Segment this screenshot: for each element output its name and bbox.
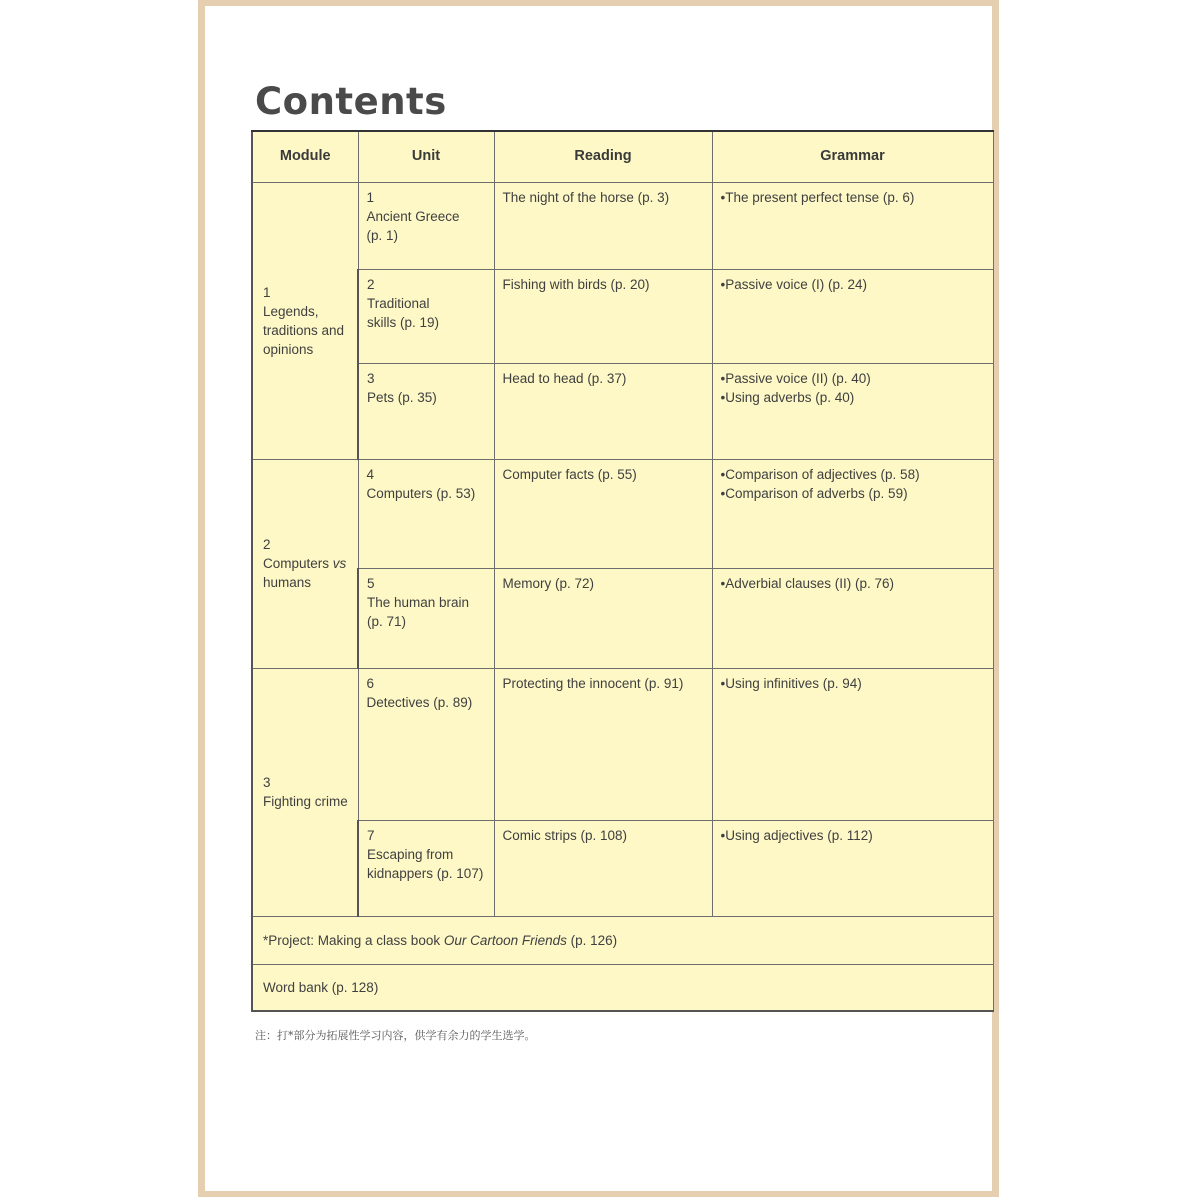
table-row — [252, 363, 993, 459]
grammar-item: • The present perfect tense (p. 6) — [721, 188, 985, 207]
table-row — [252, 820, 993, 916]
grammar-item: • Comparison of adjectives (p. 58) — [721, 465, 985, 484]
module-name: opinions — [263, 341, 314, 357]
grammar-item: • Using adjectives (p. 112) — [721, 826, 985, 845]
module-name: humans — [263, 575, 312, 590]
module-name-italic: vs — [332, 556, 347, 571]
reading-cell: The night of the horse (p. 3) — [494, 182, 712, 269]
unit-4-cell — [358, 459, 494, 568]
unit-title: kidnappers (p. 107) — [367, 865, 484, 881]
unit-5-cell — [358, 568, 494, 668]
grammar-cell — [712, 459, 993, 568]
reading-cell: Comic strips (p. 108) — [494, 820, 712, 916]
table-row — [252, 668, 993, 820]
reading-cell: Computer facts (p. 55) — [494, 459, 712, 568]
unit-title: Detectives (p. 89) — [366, 694, 473, 710]
project-book-title: Our Cartoon Friends — [443, 932, 567, 948]
module-2-cell — [252, 459, 358, 668]
header-unit: Unit — [358, 131, 494, 182]
unit-number: 5 — [367, 575, 375, 591]
unit-number: 2 — [367, 276, 375, 292]
unit-title: The human brain — [367, 594, 470, 610]
unit-title: Traditional — [367, 295, 430, 311]
module-name: Legends, — [263, 303, 319, 319]
unit-title: skills (p. 19) — [367, 314, 440, 330]
grammar-cell — [712, 182, 993, 269]
grammar-cell — [712, 668, 993, 820]
table-row — [252, 269, 993, 363]
grammar-item: • Comparison of adverbs (p. 59) — [721, 484, 985, 503]
unit-title: Pets (p. 35) — [367, 389, 437, 405]
module-name: traditions and — [263, 322, 345, 338]
contents-table — [251, 130, 994, 1012]
unit-number: 6 — [366, 675, 375, 691]
reading-cell: Memory (p. 72) — [494, 568, 712, 668]
reading-cell: Fishing with birds (p. 20) — [494, 269, 712, 363]
grammar-item: • Using infinitives (p. 94) — [721, 674, 985, 693]
unit-number: 4 — [366, 466, 375, 482]
project-row — [252, 916, 993, 964]
project-prefix: *Project: Making a class book — [263, 932, 444, 948]
module-name: Fighting crime — [263, 794, 348, 809]
module-number: 2 — [263, 537, 271, 552]
table-row — [252, 459, 993, 568]
unit-number: 7 — [367, 827, 375, 843]
unit-title: Computers (p. 53) — [366, 485, 476, 501]
grammar-item: • Adverbial clauses (II) (p. 76) — [721, 574, 985, 593]
header-module: Module — [252, 131, 358, 182]
project-page: (p. 126) — [566, 932, 618, 948]
module-number: 3 — [263, 775, 271, 790]
unit-title: Ancient Greece — [366, 208, 460, 224]
word-bank-cell: Word bank (p. 128) — [252, 964, 993, 1011]
page-title: Contents — [255, 80, 447, 123]
grammar-cell — [712, 820, 993, 916]
unit-1-cell — [358, 182, 494, 269]
unit-6-cell — [358, 668, 494, 820]
module-number: 1 — [263, 284, 271, 300]
unit-title: (p. 71) — [367, 613, 407, 629]
unit-7-cell — [358, 820, 494, 916]
unit-title: (p. 1) — [366, 227, 399, 243]
module-1-cell — [252, 182, 358, 459]
unit-number: 3 — [367, 370, 375, 386]
grammar-item: • Passive voice (II) (p. 40) — [721, 369, 985, 388]
grammar-cell — [712, 568, 993, 668]
footnote: 注：打*部分为拓展性学习内容，供学有余力的学生选学。 — [255, 1029, 536, 1042]
project-cell — [252, 916, 993, 964]
module-name: Computers — [263, 556, 330, 571]
header-row — [252, 131, 993, 182]
grammar-cell — [712, 269, 993, 363]
table-row — [252, 568, 993, 668]
table-row — [252, 182, 993, 269]
word-bank-row — [252, 964, 993, 1011]
unit-3-cell — [358, 363, 494, 459]
reading-cell: Protecting the innocent (p. 91) — [494, 668, 712, 820]
unit-number: 1 — [366, 189, 375, 205]
grammar-cell — [712, 363, 993, 459]
grammar-item: • Passive voice (I) (p. 24) — [721, 275, 985, 294]
grammar-item: • Using adverbs (p. 40) — [721, 388, 985, 407]
module-3-cell — [252, 668, 358, 916]
header-grammar: Grammar — [712, 131, 993, 182]
unit-2-cell — [358, 269, 494, 363]
header-reading: Reading — [494, 131, 712, 182]
unit-title: Escaping from — [367, 846, 454, 862]
reading-cell: Head to head (p. 37) — [494, 363, 712, 459]
